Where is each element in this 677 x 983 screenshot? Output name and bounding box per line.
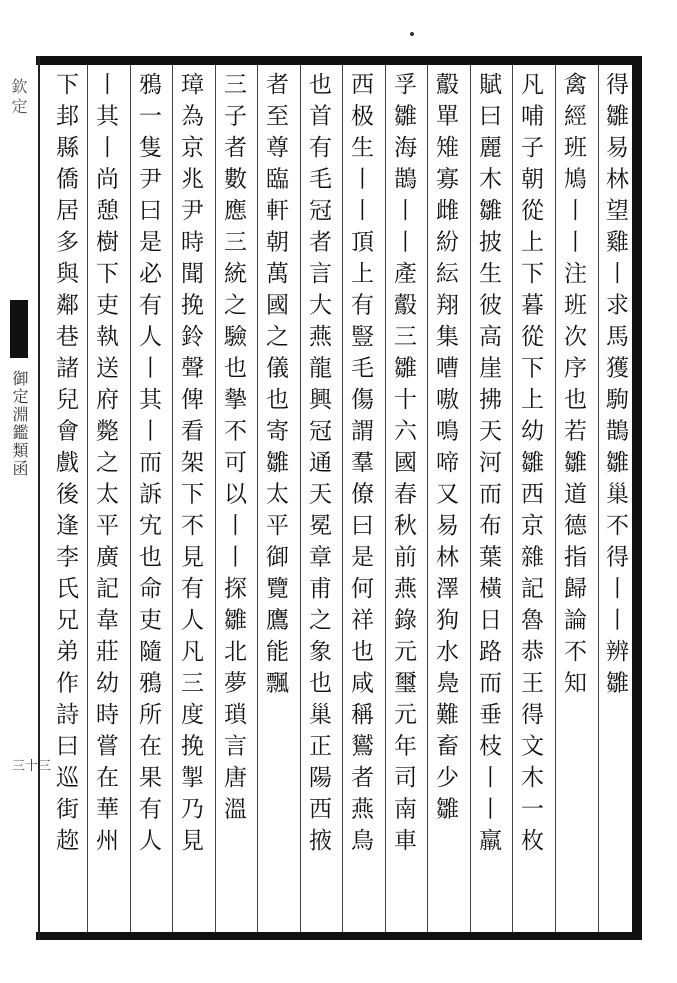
ink-speck xyxy=(410,32,414,36)
spine-rule xyxy=(38,56,40,940)
text-column-6: 孚雛海鵲丨丨產鷇三雛十六國春秋前燕錄元璽元年司南車 xyxy=(390,72,416,860)
text-column-3: 凡哺子朝從上下暮從下上幼雛西京雜記魯恭王得文木一枚 xyxy=(517,72,543,860)
folio-number: 三十三 xyxy=(12,759,52,774)
text-column-4: 賦曰麗木雛披生彼高崖拂天河而布葉橫日路而垂枝丨丨羸 xyxy=(475,72,501,860)
page-border-top xyxy=(36,56,642,65)
text-column-11: 璋為京兆尹時聞挽鈴聲俾看架下不見有人凡三度挽掣乃見 xyxy=(177,72,203,860)
spine-top-title: 欽定 xyxy=(9,78,28,118)
text-column-5: 鷇單雉寡雌紛紜翔集嘈嗷鳴啼又易林澤狗水鳧難畜少雛 xyxy=(432,72,458,828)
text-column-1: 得雛易林望雞丨求馬獲駒鵲雛巢不得丨丨辨雛 xyxy=(602,72,628,702)
text-column-10: 三子者數應三統之驗也摰不可以丨丨探雛北夢瑣言唐溫 xyxy=(220,72,246,828)
text-column-12: 鴉一隻尹曰是必有人丨其丨而訴宄也命吏隨鴉所在果有人 xyxy=(135,72,161,860)
text-column-13: 丨其丨尚憩樹下吏執送府斃之太平廣記韋莊幼時嘗在華州 xyxy=(92,72,118,860)
text-column-14: 下邽縣僑居多與鄰巷諸兒會戲後逢李氏兄弟作詩曰巡街趂 xyxy=(52,72,78,860)
page-border-right xyxy=(632,56,642,940)
fishtail-mark xyxy=(10,300,28,358)
spine-book-title: 御定淵鑑類函 xyxy=(10,370,29,478)
text-column-9: 者至尊臨軒朝萬國之儀也寄雛太平御覽鷹能飄 xyxy=(262,72,288,702)
text-column-7: 西极生丨丨頂上有豎毛傷謂羣僚曰是何祥也咸稱鸑者燕鳥 xyxy=(347,72,373,860)
page-border-bottom xyxy=(36,932,642,940)
text-column-8: 也首有毛冠者言大燕龍興冠通天冕章甫之象也巢正陽西掖 xyxy=(305,72,331,860)
text-column-2: 禽經班鳩丨丨注班次序也若雛道德指歸論不知 xyxy=(560,72,586,702)
